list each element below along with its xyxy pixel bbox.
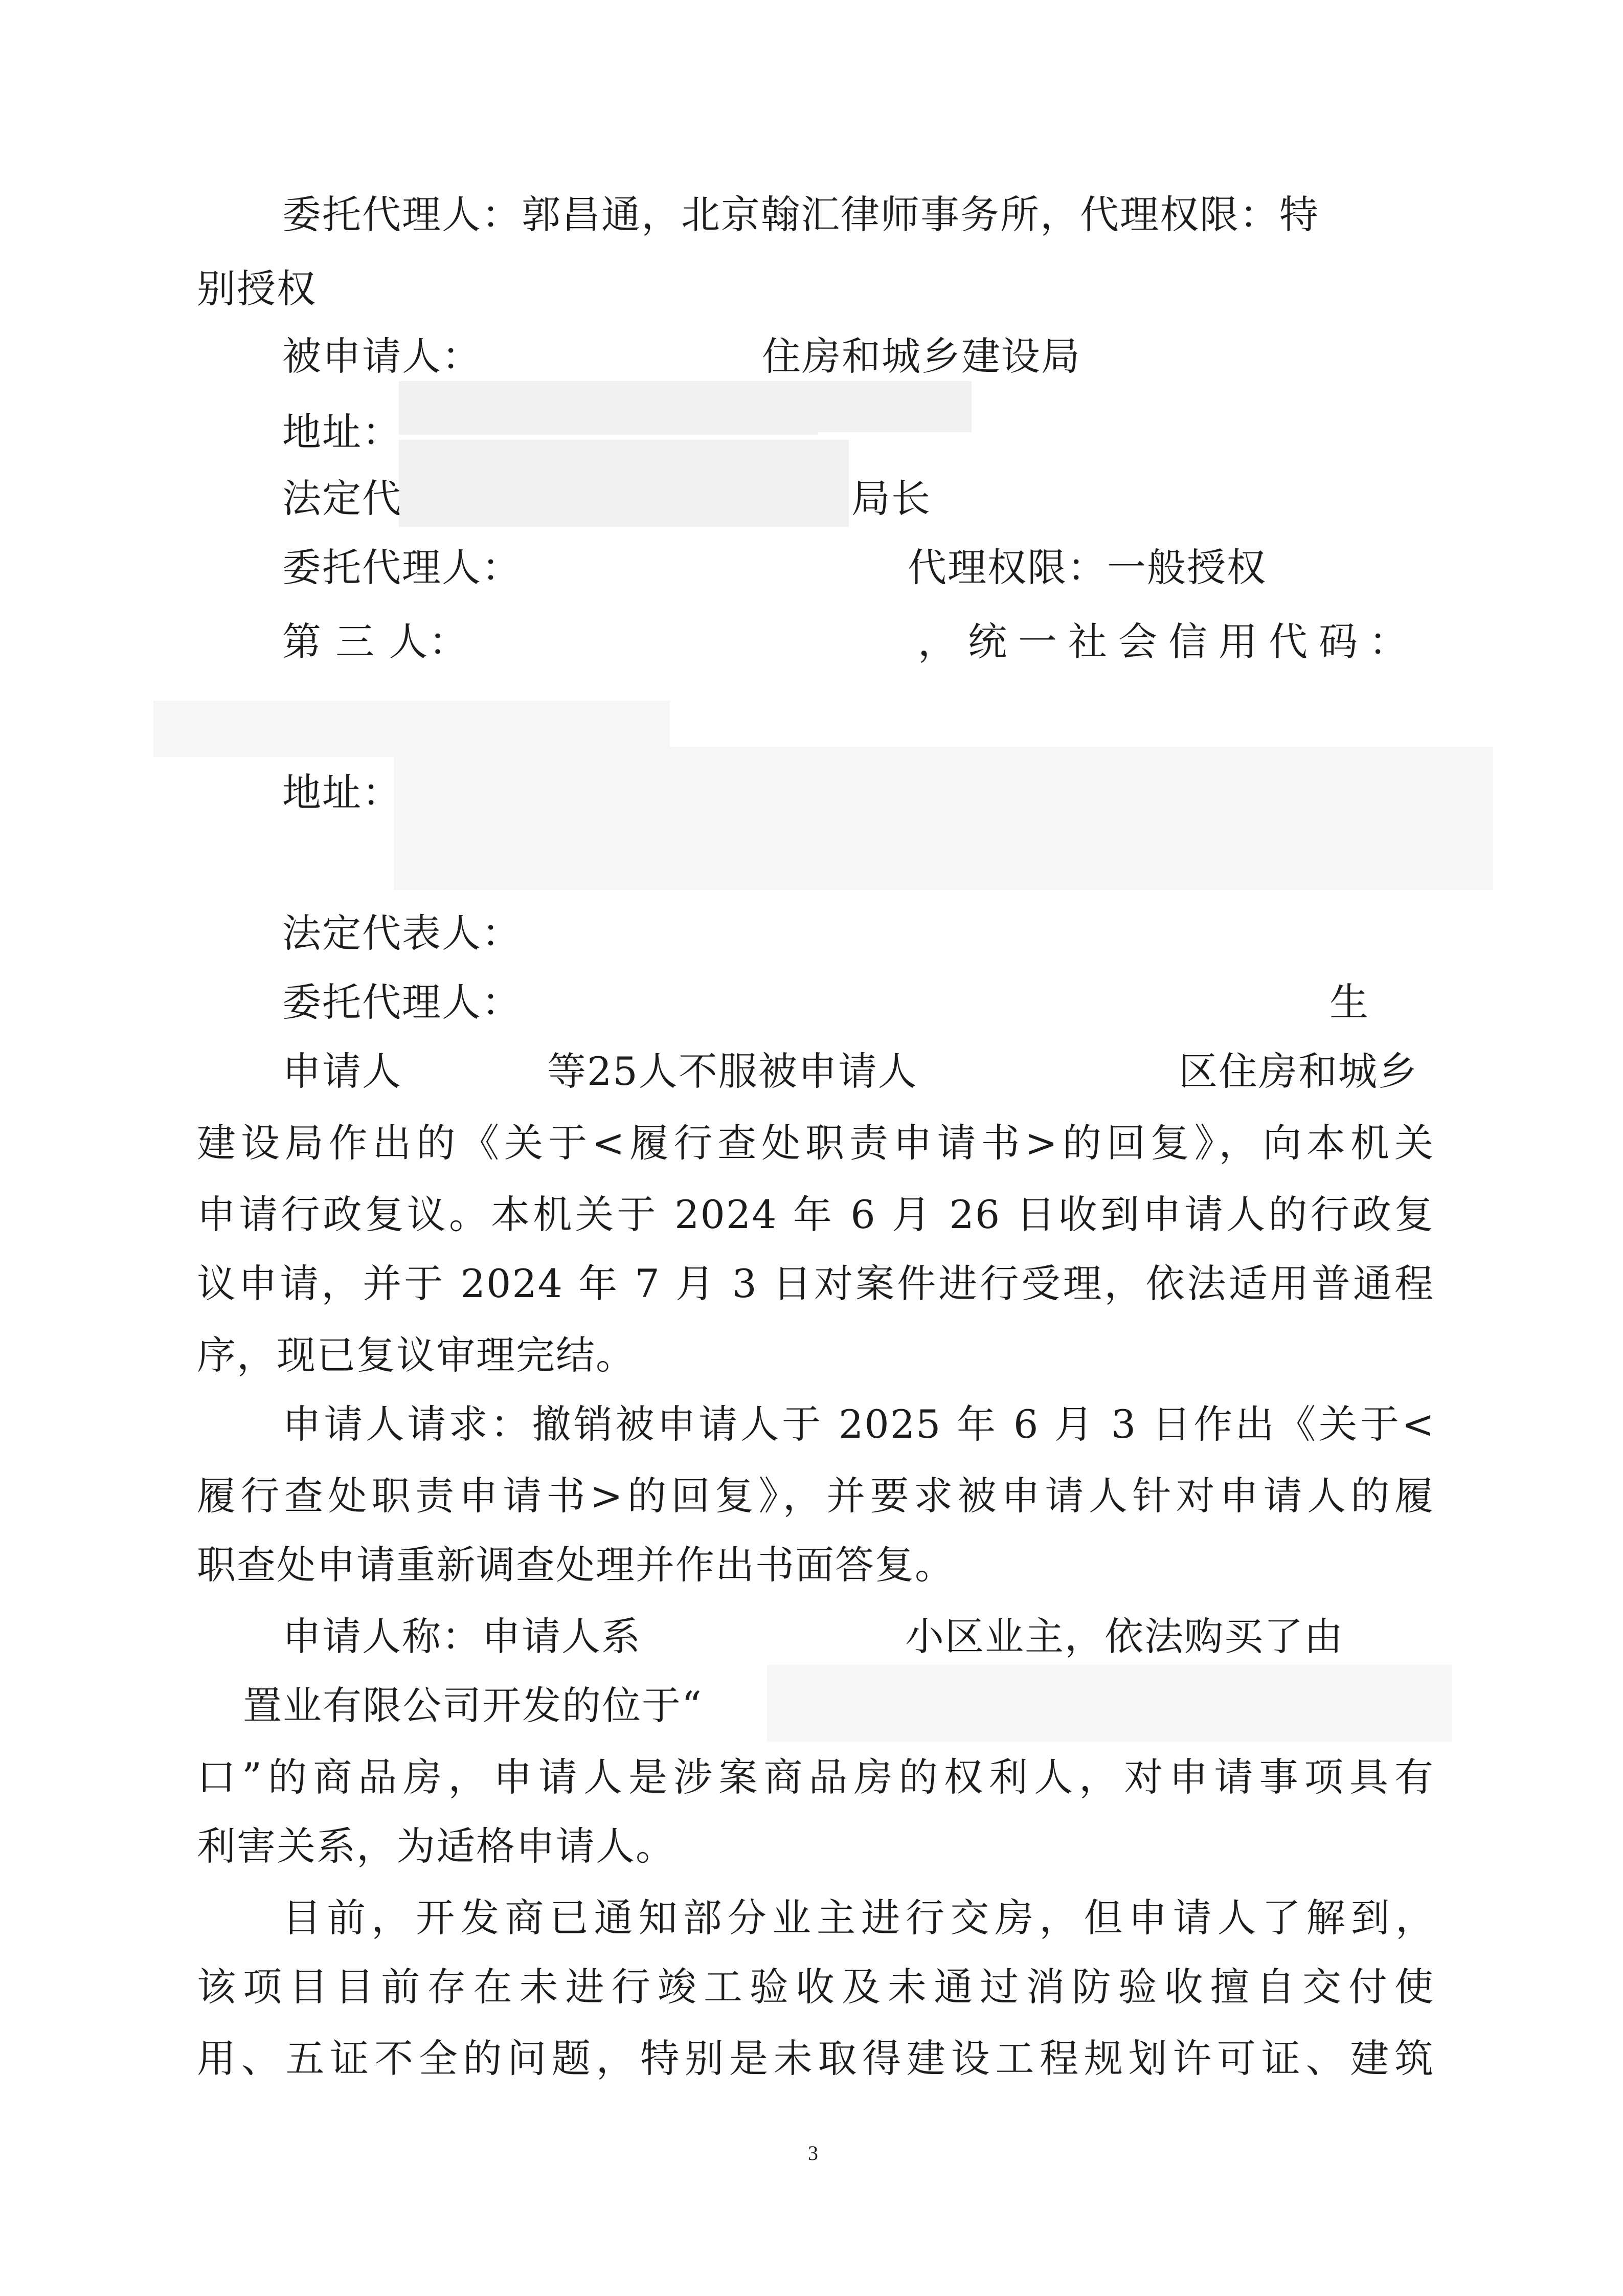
redaction-block: [399, 440, 849, 527]
page-number: 3: [808, 2142, 818, 2165]
text-fragment: 置业有限公司开发的位于“: [243, 1683, 703, 1728]
text-fragment: 小区业主，依法购买了由: [905, 1614, 1344, 1659]
third-party-legal-rep-label: 法定代表人：: [282, 910, 522, 956]
text-line: 职查处申请重新调查处理并作出书面答复。: [197, 1542, 955, 1588]
agent-label: 委托代理人：: [282, 545, 522, 590]
text-line: 委托代理人：郭昌通，北京翰汇律师事务所，代理权限：特: [282, 192, 1319, 237]
address-label: 地址：: [282, 409, 402, 455]
text-line: 序，现已复议审理完结。: [197, 1332, 636, 1378]
third-party-agent-label: 委托代理人：: [282, 979, 522, 1025]
text-line: 申请行政复议。本机关于 2024 年 6 月 26 日收到申请人的行政复: [197, 1192, 1434, 1237]
redaction-block: [767, 1665, 1452, 1742]
legal-rep-title: 局长: [851, 476, 931, 521]
respondent-label: 被申请人：: [282, 333, 482, 379]
redaction-block: [399, 381, 818, 435]
text-line: 该项目目前存在未进行竣工验收及未通过消防验收擅自交付使: [197, 1964, 1434, 2010]
text-line: 履行查处职责申请书>的回复》，并要求被申请人针对申请人的履: [197, 1473, 1434, 1519]
claim-label: 申请人称：申请人系: [282, 1614, 641, 1659]
text-fragment: 申请人: [282, 1049, 402, 1094]
third-party-label: 第 三 人：: [282, 619, 469, 664]
credit-code-label: ，统一社会信用代码：: [918, 619, 1419, 664]
text-line: 口”的商品房，申请人是涉案商品房的权利人，对申请事项具有: [197, 1754, 1434, 1800]
request-line: 申请人请求：撤销被申请人于 2025 年 6 月 3 日作出《关于<: [282, 1401, 1435, 1447]
third-party-address-label: 地址：: [282, 770, 402, 815]
respondent-name: 住房和城乡建设局: [762, 333, 1081, 379]
redaction-block: [394, 747, 1493, 890]
text-fragment: 等25人不服被申请人: [547, 1049, 918, 1094]
text-line: 利害关系，为适格申请人。: [197, 1823, 675, 1869]
agent-authority: 代理权限：一般授权: [908, 545, 1267, 590]
text-fragment: 区住房和城乡: [1179, 1049, 1418, 1094]
redaction-block: [818, 381, 972, 432]
text-line: 目前，开发商已通知部分业主进行交房，但申请人了解到，: [282, 1895, 1435, 1941]
text-line: 建设局作出的《关于<履行查处职责申请书>的回复》，向本机关: [197, 1120, 1434, 1166]
text-fragment: 生: [1329, 979, 1369, 1025]
legal-rep-label: 法定代: [282, 476, 402, 521]
text-line: 别授权: [197, 266, 317, 311]
text-line: 用、五证不全的问题，特别是未取得建设工程规划许可证、建筑: [197, 2036, 1434, 2081]
text-line: 议申请，并于 2024 年 7 月 3 日对案件进行受理，依法适用普通程: [197, 1261, 1434, 1306]
